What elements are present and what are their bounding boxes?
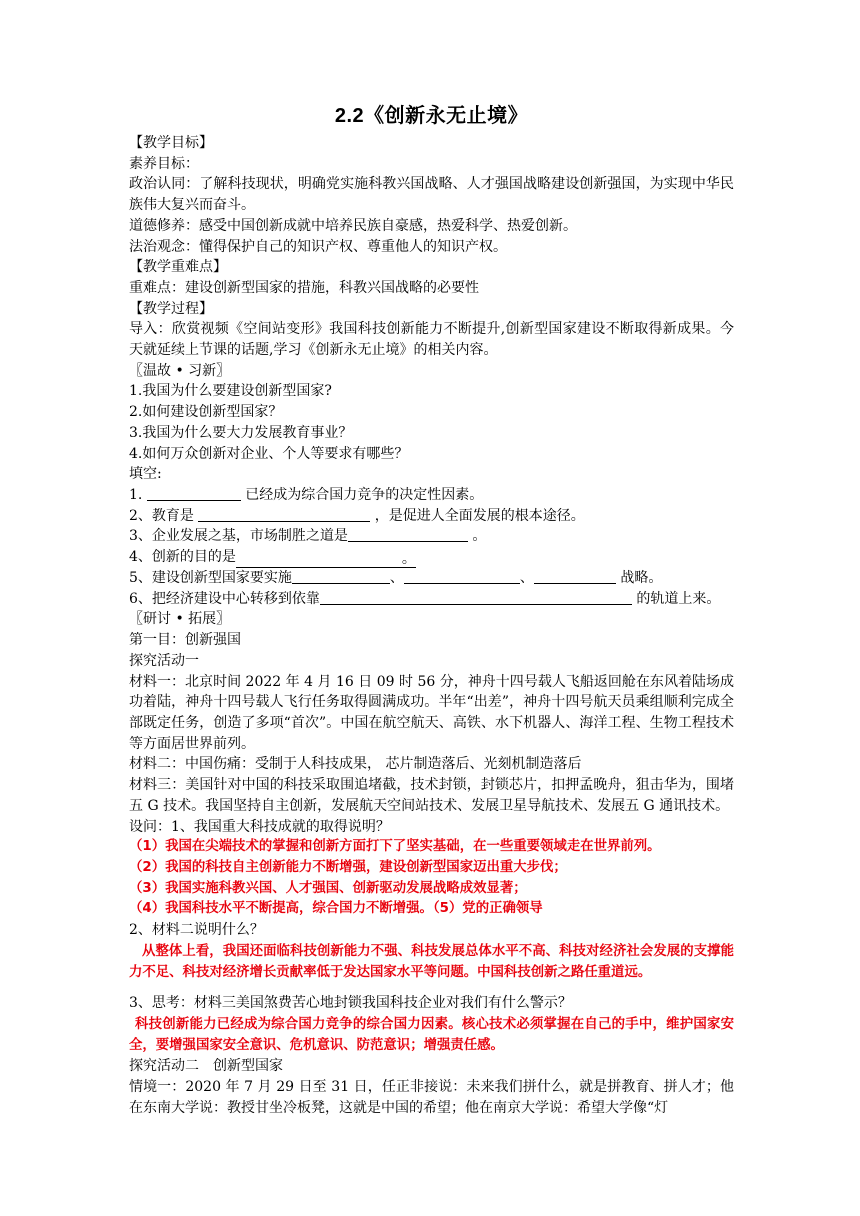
activity-heading: 探究活动二 创新型国家: [129, 1058, 283, 1075]
fill-text: ，是促进人全面发展的根本途径。: [370, 507, 585, 524]
fill-text: 1.: [129, 486, 147, 503]
fill-text: 4、创新的目的是: [129, 549, 236, 566]
fill-item-3: [129, 526, 734, 547]
material-3: 材料三：美国针对中国的科技采取围追堵截，技术封锁，封锁芯片，扣押孟晚舟，狙击华为，围堵五 G 技术。我国坚持自主创新，发展航天空间站技术、发展卫星导航技术、发展五 G 通讯技术。: [129, 777, 734, 814]
spacer: [129, 983, 734, 993]
fill-text: 战略。: [615, 570, 663, 587]
fill-item-4: [129, 547, 734, 568]
review-header: 〖温故 • 习新〗: [129, 362, 231, 379]
material-2: 材料二：中国伤痛：受制于人科技成果， 芯片制造落后、光刻机制造落后: [129, 756, 582, 773]
intro-paragraph: 导入：欣赏视频《空间站变形》我国科技创新能力不断提升,创新型国家建设不断取得新成果。今天就延续上节课的话题,学习《创新永无止境》的相关内容。: [129, 321, 734, 359]
section-header-process: 【教学过程】: [129, 300, 213, 317]
goal-moral: 道德修养：感受中国创新成就中培养民族自豪感，热爱科学、热爱创新。: [129, 217, 577, 234]
literacy-label: 素养目标：: [129, 155, 199, 172]
fill-blank: [348, 526, 468, 542]
fill-item-1: [129, 485, 734, 506]
fill-text: 的轨道上来。: [631, 590, 721, 607]
question-2: 2、材料二说明什么？: [129, 922, 264, 939]
fill-item-6: [129, 589, 734, 610]
fill-item-5: [129, 568, 734, 589]
review-question: 2.如何建设创新型国家？: [129, 404, 283, 421]
fill-blank: [147, 485, 241, 501]
review-question: 4.如何万众创新对企业、个人等要求有哪些？: [129, 445, 409, 462]
material-1: 材料一：北京时间 2022 年 4 月 16 日 09 时 56 分，神舟十四号载人飞船返回舱在东风着陆场成功着陆，神舟十四号载人飞行任务取得圆满成功。半年“出差”，神舟十四号航天员乘组顺利完成全部既定任务，创造了多项“首次”。中国在航空航天、高铁、水下机器人、海洋工程、生物工程技术等方面居世界前列。: [129, 673, 734, 752]
page-title: 2.2《创新永无止境》: [334, 105, 529, 127]
document-page: [129, 103, 734, 1118]
fill-item-2: [129, 506, 734, 527]
explore-header: 〖研讨 • 拓展〗: [129, 611, 231, 628]
answer-1-line: （4）我国科技水平不断提高，综合国力不断增强。（5）党的正确领导: [129, 901, 543, 917]
fill-text: 。: [467, 528, 487, 545]
fill-blank: [534, 568, 616, 584]
fill-blank: [292, 568, 390, 584]
review-question: 3.我国为什么要大力发展教育事业？: [129, 424, 353, 441]
question-3: 3、思考：材料三美国煞费苦心地封锁我国科技企业对我们有什么警示？: [129, 995, 572, 1012]
fill-text: 3、企业发展之基，市场制胜之道是: [129, 528, 348, 545]
fill-label: 填空:: [129, 466, 162, 483]
fill-text: 、: [519, 570, 534, 587]
fill-text: 已经成为综合国力竞争的决定性因素。: [240, 486, 484, 503]
fill-text: 6、把经济建设中心转移到依靠: [129, 590, 320, 607]
question-1: 设问：1、我国重大科技成就的取得说明？: [129, 818, 390, 835]
answer-1-line: （1）我国在尖端技术的掌握和创新方面打下了坚实基础，在一些重要领域走在世界前列。: [129, 839, 661, 855]
fill-text: 5、建设创新型国家要实施: [129, 570, 292, 587]
fill-blank: [404, 568, 520, 584]
answer-2: 从整体上看，我国还面临科技创新能力不强、科技发展总体水平不高、科技对经济社会发展的支撑能力不足、科技对经济增长贡献率低于发达国家水平等问题。中国科技创新之路任重道远。: [129, 943, 734, 980]
answer-1-line: （3）我国实施科教兴国、人才强国、创新驱动发展战略成效显著；: [129, 880, 527, 896]
key-points: 重难点：建设创新型国家的措施，科教兴国战略的必要性: [129, 279, 479, 296]
fill-blank: 。: [236, 552, 416, 568]
fill-blank: [198, 506, 370, 522]
fill-text: 、: [389, 570, 404, 587]
goal-law: 法治观念：懂得保护自己的知识产权、尊重他人的知识产权。: [129, 238, 507, 255]
fill-text: 2、教育是: [129, 507, 199, 524]
item-heading: 第一目：创新强国: [129, 632, 241, 649]
fill-blank: [320, 589, 632, 605]
answer-3: 科技创新能力已经成为综合国力竞争的综合国力因素。核心技术必须掌握在自己的手中，维护国家安全，要增强国家安全意识、危机意识、防范意识；增强责任感。: [129, 1016, 734, 1054]
activity-heading: 探究活动一: [129, 652, 199, 669]
section-header-key: 【教学重难点】: [129, 259, 227, 276]
review-question: 1.我国为什么要建设创新型国家?: [129, 383, 332, 400]
scenario-1: 情境一：2020 年 7 月 29 日至 31 日，任正非接说：未来我们拼什么，就是拼教育、拼人才；他在东南大学说：教授甘坐冷板凳，这就是中国的希望；他在南京大学说：希望大学像“灯: [129, 1078, 734, 1116]
goal-political: 政治认同：了解科技现状，明确党实施科教兴国战略、人才强国战略建设创新强国，为实现中华民族伟大复兴而奋斗。: [129, 176, 734, 214]
answer-1-line: （2）我国的科技自主创新能力不断增强，建设创新型国家迈出重大步伐；: [129, 859, 567, 875]
section-header-goals: 【教学目标】: [129, 135, 213, 151]
